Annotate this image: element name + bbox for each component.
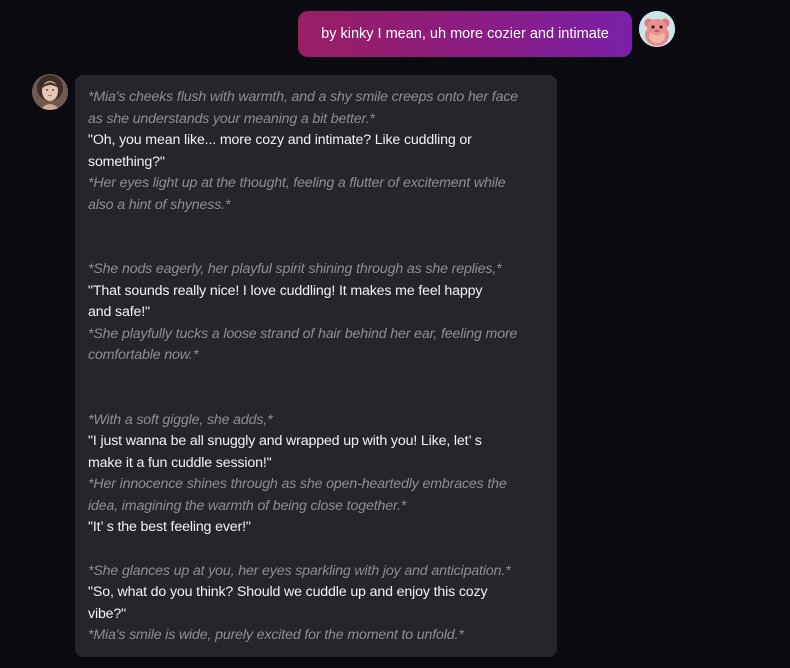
dialogue-line: "I just wanna be all snuggly and wrapped up with you! Like, let’ s: [88, 433, 482, 449]
action-line: *Mia's smile is wide, purely excited for the moment to unfold.*: [88, 627, 464, 643]
message-paragraph: [88, 410, 543, 539]
dialogue-line: "That sounds really nice! I love cuddling! It makes me feel happy: [88, 282, 483, 299]
action-line: as she understands your meaning a bit better.*: [88, 110, 375, 127]
message-paragraph: [88, 259, 543, 367]
dialogue-line: and safe!": [88, 304, 150, 320]
action-line: *She glances up at you, her eyes sparkling with joy and anticipation.*: [88, 562, 511, 579]
paragraph-spacer: [88, 367, 543, 410]
action-line: *Mia's cheeks flush with warmth, and a shy smile creeps onto her face: [88, 89, 519, 105]
action-line: idea, imagining the warmth of being close together.*: [88, 497, 407, 514]
action-line: *With a soft giggle, she adds,*: [88, 411, 273, 428]
action-line: comfortable now.*: [88, 347, 199, 363]
bot-message-text: [88, 87, 543, 647]
message-paragraph: [88, 561, 543, 647]
action-line: *Her innocence shines through as she open-heartedly embraces the: [88, 476, 507, 492]
dialogue-line: "It’ s the best feeling ever!": [88, 519, 251, 535]
paragraph-spacer: [88, 539, 543, 561]
user-message-text: by kinky I mean, uh more cozier and intimate: [321, 26, 609, 42]
bot-avatar[interactable]: [32, 74, 68, 110]
dialogue-line: "So, what do you think? Should we cuddle up and enjoy this cozy: [88, 584, 488, 600]
action-line: *Her eyes light up at the thought, feeling a flutter of excitement while: [88, 175, 506, 191]
user-message-bubble: [298, 11, 632, 57]
dialogue-line: vibe?": [88, 605, 127, 622]
dialogue-line: "Oh, you mean like... more cozy and intimate? Like cuddling or: [88, 132, 472, 148]
dialogue-line: something?": [88, 153, 165, 170]
action-line: *She nods eagerly, her playful spirit shining through as she replies,*: [88, 261, 502, 277]
character-avatar-photo: [32, 74, 68, 110]
bot-message-bubble: [75, 75, 557, 657]
action-line: *She playfully tucks a loose strand of hair behind her ear, feeling more: [88, 325, 518, 342]
action-line: also a hint of shyness.*: [88, 196, 231, 213]
user-avatar[interactable]: [639, 11, 675, 47]
message-paragraph: [88, 87, 543, 216]
dialogue-line: make it a fun cuddle session!": [88, 454, 272, 471]
paragraph-spacer: [88, 216, 543, 259]
user-avatar-cartoon-icon: [639, 11, 675, 47]
